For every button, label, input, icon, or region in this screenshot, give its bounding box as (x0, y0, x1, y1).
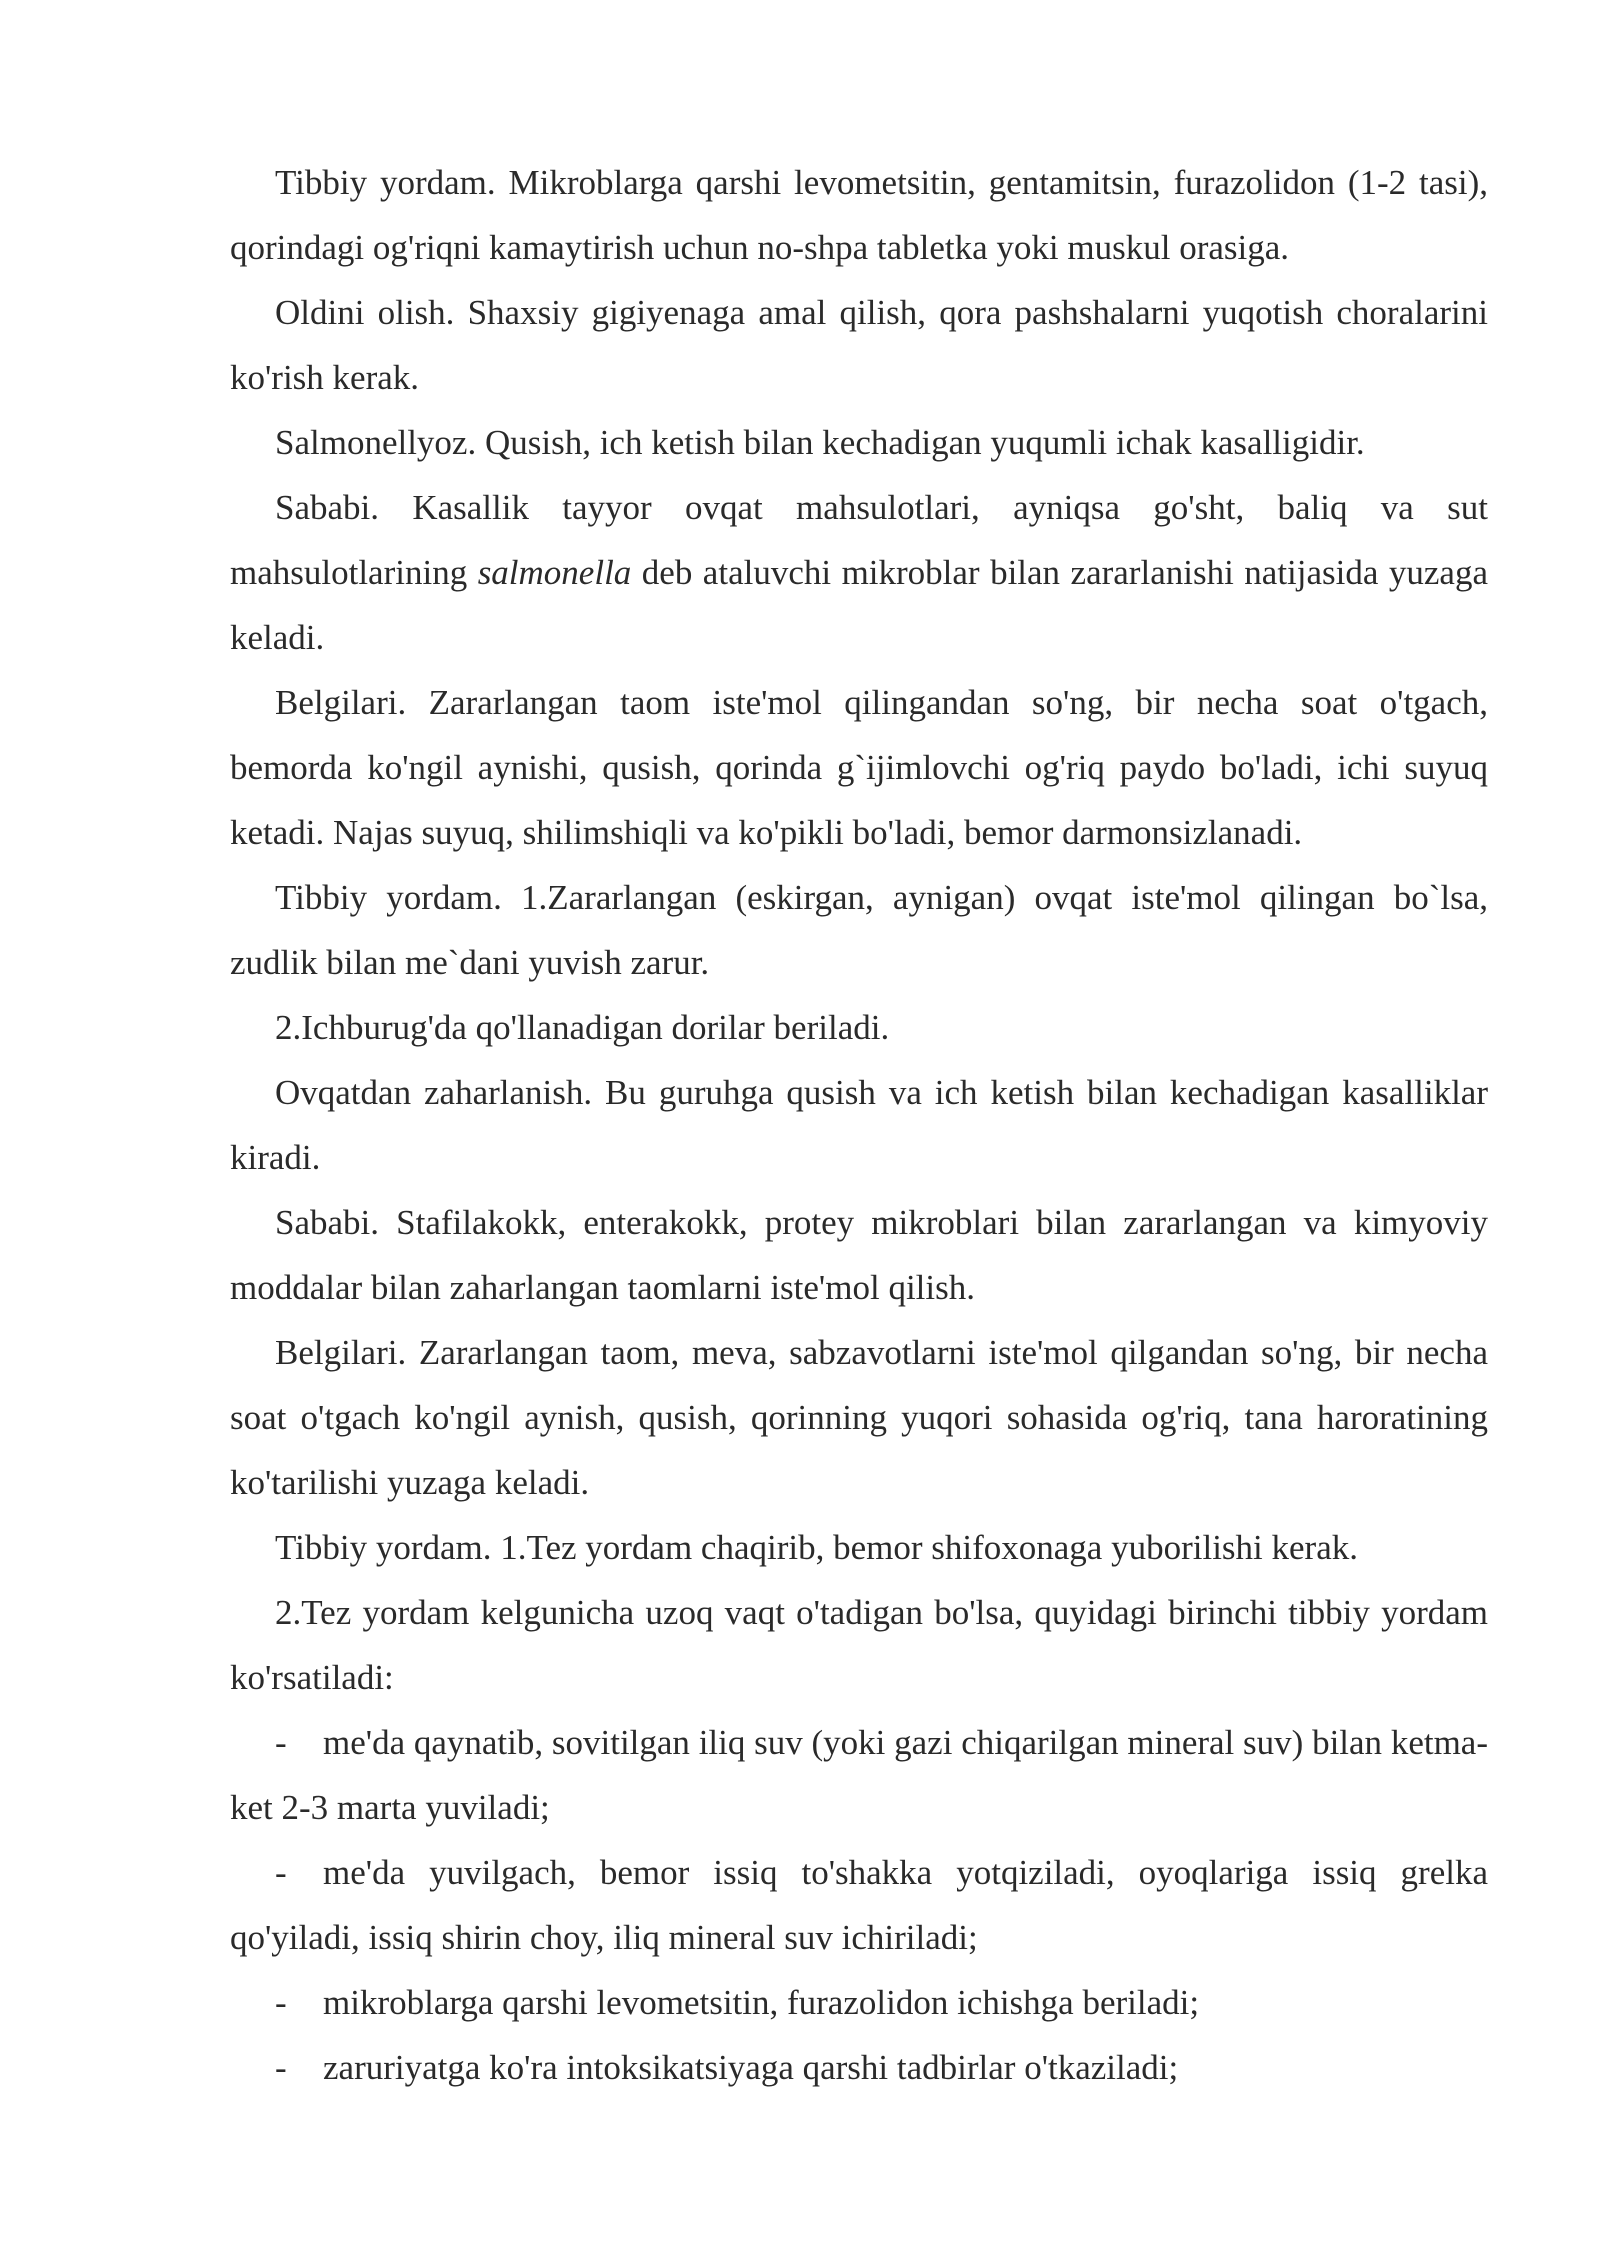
paragraph-text: deb ataluvchi mikroblar bilan zararlanishi natijasida yuzaga keladi. (230, 553, 1488, 657)
paragraph-oldini-olish: Oldini olish. Shaxsiy gigiyenaga amal qilish, qora pashshalarni yuqotish choralarini ko'rish kerak. (230, 293, 1488, 397)
paragraph-salmonellyoz: Salmonellyoz. Qusish, ich ketish bilan kechadigan yuqumli ichak kasalligidir. (275, 423, 1365, 462)
list-item-text: me'da qaynatib, sovitilgan iliq suv (yoki gazi chiqarilgan mineral suv) bilan ketma-ket 2-3 marta yuviladi; (230, 1723, 1488, 1827)
paragraph-ichburug: 2.Ichburug'da qo'llanadigan dorilar beriladi. (275, 1008, 890, 1047)
paragraph-sababi-salmonellyoz (230, 475, 1488, 670)
bullet-marker: - (275, 2048, 287, 2087)
paragraph-tibbiy-yordam-2: Tibbiy yordam. 1.Zararlangan (eskirgan, aynigan) ovqat iste'mol qilingan bo`lsa, zudlik bilan me`dani yuvish zarur. (230, 878, 1488, 982)
paragraph-tez-yordam: 2.Tez yordam kelgunicha uzoq vaqt o'tadigan bo'lsa, quyidagi birinchi tibbiy yordam ko'rsatiladi: (230, 1593, 1488, 1697)
paragraph-text: Sababi. Kasallik tayyor ovqat mahsulotlari, ayniqsa go'sht, baliq va sut mahsulotlarining (230, 488, 1488, 592)
bullet-marker: - (275, 1853, 287, 1892)
paragraph-ovqatdan-zaharlanish: Ovqatdan zaharlanish. Bu guruhga qusish va ich ketish bilan kechadigan kasalliklar kiradi. (230, 1073, 1488, 1177)
paragraph-tibbiy-yordam-3: Tibbiy yordam. 1.Tez yordam chaqirib, bemor shifoxonaga yuborilishi kerak. (275, 1528, 1358, 1567)
paragraph-tibbiy-yordam-1: Tibbiy yordam. Mikroblarga qarshi levometsitin, gentamitsin, furazolidon (1-2 tasi), qorindagi og'riqni kamaytirish uchun no-shpa tabletka yoki muskul orasiga. (230, 163, 1488, 267)
list-item-text: zaruriyatga ko'ra intoksikatsiyaga qarshi tadbirlar o'tkaziladi; (323, 2048, 1179, 2087)
document-page (230, 150, 1488, 2100)
list-item-text: mikroblarga qarshi levometsitin, furazolidon ichishga beriladi; (323, 1983, 1200, 2022)
italic-term-salmonella: salmonella (477, 553, 632, 592)
list-item (230, 1970, 1488, 2035)
list-item (230, 1710, 1488, 1840)
list-item-text: me'da yuvilgach, bemor issiq to'shakka yotqiziladi, oyoqlariga issiq grelka qo'yiladi, issiq shirin choy, iliq mineral suv ichiriladi; (230, 1853, 1488, 1957)
paragraph-belgilari-zaharlanish: Belgilari. Zararlangan taom, meva, sabzavotlarni iste'mol qilgandan so'ng, bir necha soat o'tgach ko'ngil aynish, qusish, qorinning yuqori sohasida og'riq, tana haroratining ko'tarilishi yuzaga keladi. (230, 1333, 1488, 1502)
list-item (230, 1840, 1488, 1970)
paragraph-sababi-zaharlanish: Sababi. Stafilakokk, enterakokk, protey mikroblari bilan zararlangan va kimyoviy moddalar bilan zaharlangan taomlarni iste'mol qilish. (230, 1203, 1488, 1307)
bullet-marker: - (275, 1983, 287, 2022)
list-item (230, 2035, 1488, 2100)
bullet-marker: - (275, 1723, 287, 1762)
paragraph-belgilari-salmonellyoz: Belgilari. Zararlangan taom iste'mol qilingandan so'ng, bir necha soat o'tgach, bemorda ko'ngil aynishi, qusish, qorinda g`ijimlovchi og'riq paydo bo'ladi, ichi suyuq ketadi. Najas suyuq, shilimshiqli va ko'pikli bo'ladi, bemor darmonsizlanadi. (230, 683, 1488, 852)
